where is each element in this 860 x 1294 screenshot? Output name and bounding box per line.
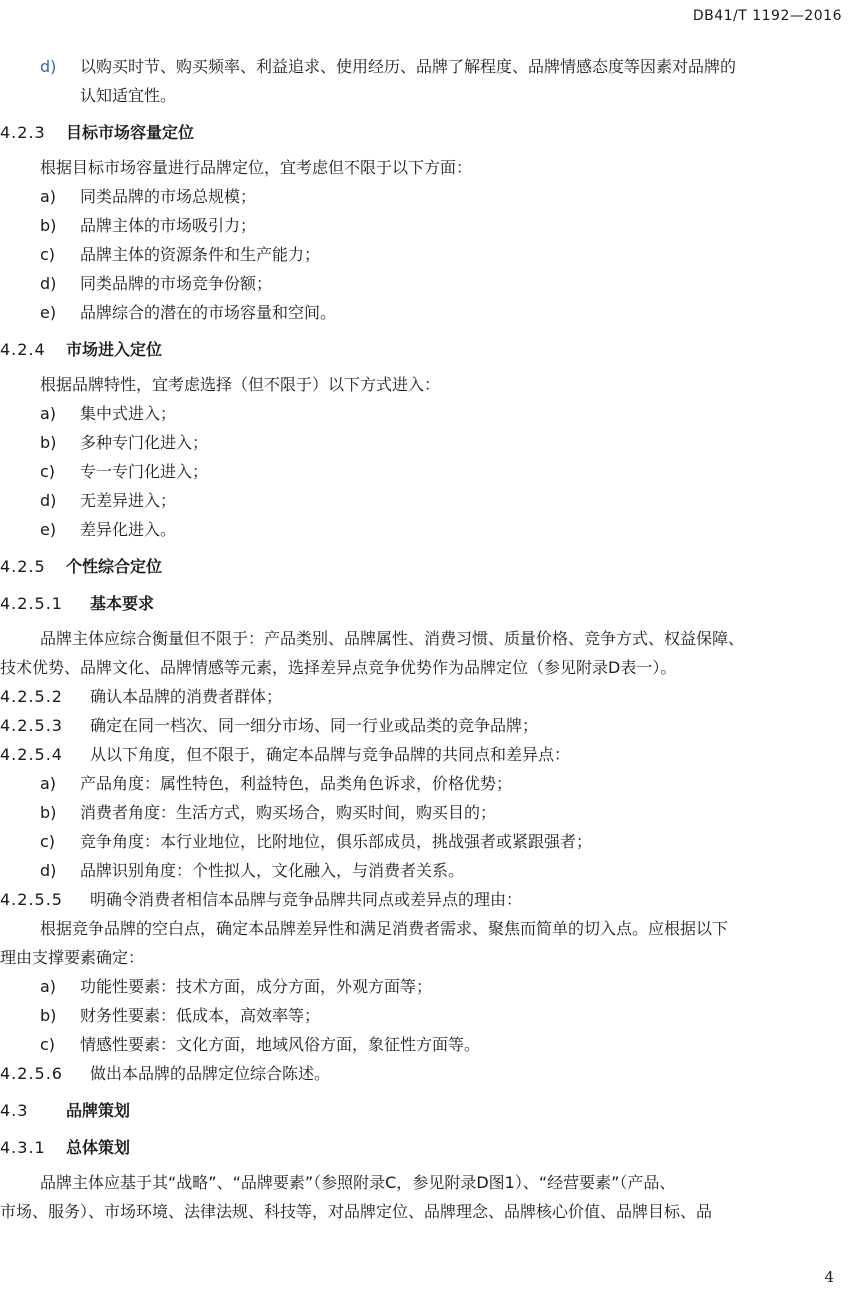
list-marker: c) <box>40 462 56 481</box>
section-title: 市场进入定位 <box>66 340 163 359</box>
section-heading <box>0 589 860 618</box>
paragraph <box>0 1168 860 1197</box>
list-item-text: 品牌主体的市场吸引力； <box>80 216 257 235</box>
list-item-text: 同类品牌的市场竞争份额； <box>80 274 273 293</box>
list-marker: d) <box>40 274 57 293</box>
list-item <box>0 972 860 1001</box>
list-item <box>0 457 860 486</box>
section-title: 基本要求 <box>90 594 155 613</box>
list-item <box>0 856 860 885</box>
list-marker: c) <box>40 245 56 264</box>
list-item-text: 情感性要素：文化方面，地域风俗方面，象征性方面等。 <box>80 1035 481 1054</box>
clause <box>0 1059 860 1088</box>
clause <box>0 682 860 711</box>
list-item-text: 消费者角度：生活方式，购买场合，购买时间，购买目的； <box>80 803 497 822</box>
list-item-text: 多种专门化进入； <box>80 433 209 452</box>
section-title: 品牌策划 <box>66 1101 131 1120</box>
clause-number: 4.2.5.2 <box>0 687 63 706</box>
paragraph-text: 技术优势、品牌文化、品牌情感等元素，选择差异点竞争优势作为品牌定位（参见附录D表一）。 <box>0 658 677 677</box>
document-code: DB41/T 1192—2016 <box>692 8 842 24</box>
list-item <box>0 798 860 827</box>
list-marker: e) <box>40 520 57 539</box>
list-marker: e) <box>40 303 57 322</box>
section-heading <box>0 1096 860 1125</box>
list-marker: d) <box>40 491 57 510</box>
page-number: 4 <box>824 1268 834 1286</box>
list-item <box>0 211 860 240</box>
section-number: 4.2.5.1 <box>0 594 63 613</box>
section-heading <box>0 118 860 147</box>
paragraph-text: 理由支撑要素确定： <box>0 948 145 967</box>
list-marker: a) <box>40 404 57 423</box>
list-item <box>0 769 860 798</box>
clause-number: 4.2.5.4 <box>0 745 63 764</box>
paragraph-text: 市场、服务）、市场环境、法律法规、科技等，对品牌定位、品牌理念、品牌核心价值、品牌目标、品 <box>0 1202 713 1221</box>
section-number: 4.3.1 <box>0 1138 46 1157</box>
clause <box>0 740 860 769</box>
paragraph-text: 根据目标市场容量进行品牌定位，宜考虑但不限于以下方面： <box>40 158 473 177</box>
section-title: 个性综合定位 <box>66 557 163 576</box>
list-item-text: 以购买时节、购买频率、利益追求、使用经历、品牌了解程度、品牌情感态度等因素对品牌的 <box>80 57 737 76</box>
list-item <box>0 1030 860 1059</box>
list-item <box>0 182 860 211</box>
list-item-text: 竞争角度：本行业地位，比附地位，俱乐部成员，挑战强者或紧跟强者； <box>80 832 593 851</box>
section-number: 4.2.4 <box>0 340 46 359</box>
list-item-text: 认知适宜性。 <box>80 86 177 105</box>
list-item-text: 财务性要素：低成本，高效率等； <box>80 1006 321 1025</box>
section-number: 4.2.5 <box>0 557 46 576</box>
list-item-text: 品牌主体的资源条件和生产能力； <box>80 245 321 264</box>
section-number: 4.2.3 <box>0 123 46 142</box>
clause-text: 明确令消费者相信本品牌与竞争品牌共同点或差异点的理由： <box>90 890 523 909</box>
list-marker: d) <box>40 57 57 76</box>
list-marker: a) <box>40 977 57 996</box>
clause-text: 确定在同一档次、同一细分市场、同一行业或品类的竞争品牌； <box>90 716 539 735</box>
list-marker: c) <box>40 1035 56 1054</box>
list-item <box>0 240 860 269</box>
list-item <box>0 1001 860 1030</box>
paragraph-continuation <box>0 653 860 682</box>
list-item-text: 功能性要素：技术方面，成分方面，外观方面等； <box>80 977 433 996</box>
list-item-text: 差异化进入。 <box>80 520 177 539</box>
paragraph <box>0 370 860 399</box>
clause-text: 从以下角度，但不限于，确定本品牌与竞争品牌的共同点和差异点： <box>90 745 571 764</box>
paragraph-text: 品牌主体应基于其“战略”、“品牌要素”（参照附录C，参见附录D图1）、“经营要素”（产品、 <box>40 1173 676 1192</box>
paragraph <box>0 914 860 943</box>
section-heading <box>0 552 860 581</box>
paragraph <box>0 153 860 182</box>
list-marker: a) <box>40 774 57 793</box>
list-item-text: 无差异进入； <box>80 491 177 510</box>
list-marker: c) <box>40 832 56 851</box>
paragraph-text: 根据品牌特性，宜考虑选择（但不限于）以下方式进入： <box>40 375 441 394</box>
list-item <box>0 515 860 544</box>
paragraph-continuation <box>0 1197 860 1226</box>
list-item-text: 同类品牌的市场总规模； <box>80 187 257 206</box>
paragraph <box>0 624 860 653</box>
list-marker: b) <box>40 216 57 235</box>
list-marker: b) <box>40 803 57 822</box>
section-number: 4.3 <box>0 1101 29 1120</box>
paragraph-text: 根据竞争品牌的空白点，确定本品牌差异性和满足消费者需求、聚焦而简单的切入点。应根据以下 <box>40 919 729 938</box>
clause-number: 4.2.5.6 <box>0 1064 63 1083</box>
section-heading <box>0 335 860 364</box>
paragraph-text: 品牌主体应综合衡量但不限于：产品类别、品牌属性、消费习惯、质量价格、竞争方式、权益保障、 <box>40 629 745 648</box>
clause <box>0 885 860 914</box>
list-item-text: 产品角度：属性特色，利益特色，品类角色诉求，价格优势； <box>80 774 513 793</box>
list-item <box>0 827 860 856</box>
list-marker: b) <box>40 433 57 452</box>
list-item <box>0 486 860 515</box>
clause <box>0 711 860 740</box>
list-marker: d) <box>40 861 57 880</box>
section-heading <box>0 1133 860 1162</box>
clause-text: 做出本品牌的品牌定位综合陈述。 <box>90 1064 331 1083</box>
list-item <box>0 52 860 81</box>
list-item-text: 品牌识别角度：个性拟人，文化融入，与消费者关系。 <box>80 861 465 880</box>
clause-number: 4.2.5.3 <box>0 716 63 735</box>
section-title: 总体策划 <box>66 1138 131 1157</box>
list-item-continuation <box>0 81 860 110</box>
section-title: 目标市场容量定位 <box>66 123 195 142</box>
list-item <box>0 298 860 327</box>
list-item-text: 集中式进入； <box>80 404 177 423</box>
document-body <box>0 52 860 1226</box>
list-marker: a) <box>40 187 57 206</box>
list-item-text: 专一专门化进入； <box>80 462 209 481</box>
paragraph-continuation <box>0 943 860 972</box>
clause-text: 确认本品牌的消费者群体； <box>90 687 283 706</box>
list-marker: b) <box>40 1006 57 1025</box>
list-item <box>0 399 860 428</box>
list-item-text: 品牌综合的潜在的市场容量和空间。 <box>80 303 337 322</box>
list-item <box>0 269 860 298</box>
clause-number: 4.2.5.5 <box>0 890 63 909</box>
list-item <box>0 428 860 457</box>
